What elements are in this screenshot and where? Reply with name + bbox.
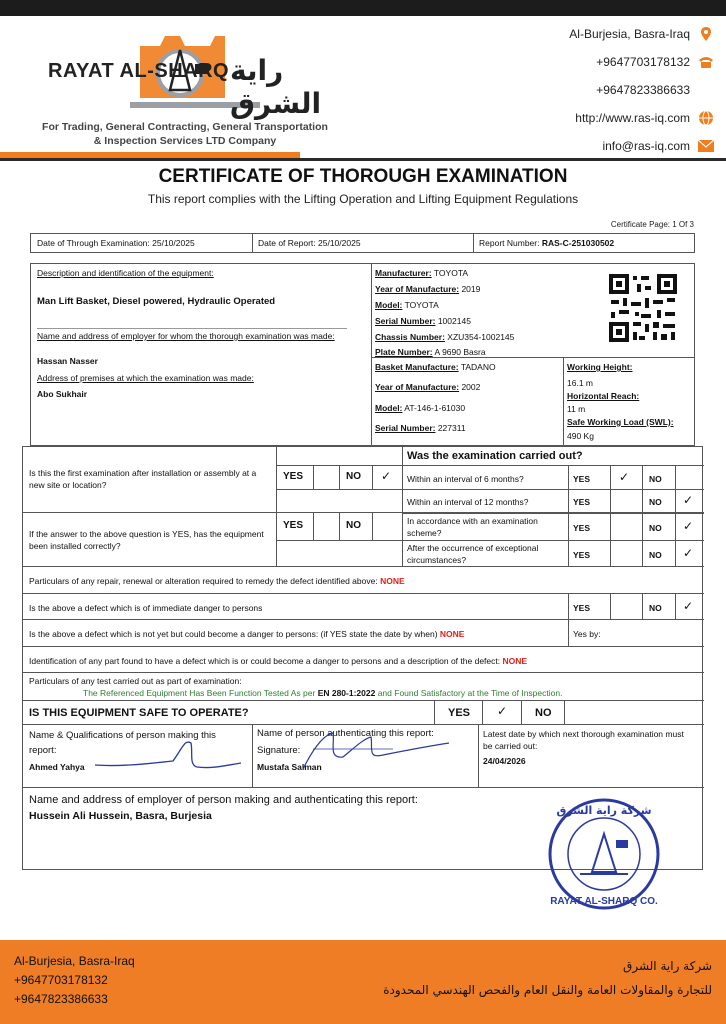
tests-value-std: EN 280-1:2022 — [317, 688, 376, 698]
basket-year-value: 2002 — [459, 382, 481, 392]
future-danger-value: NONE — [439, 629, 465, 639]
footer-arabic — [383, 954, 712, 1002]
footer — [0, 940, 726, 1024]
swl-label: Safe Working Load (SWL): — [567, 417, 674, 427]
interval12-yes: YES — [573, 497, 591, 507]
date-exam: Date of Through Examination: 25/10/2025 — [37, 238, 195, 248]
repair-label: Particulars of any repair, renewal or alteration required to remedy the defect identified above: — [29, 576, 381, 586]
divider — [521, 700, 522, 724]
exceptional-no: NO — [649, 550, 662, 560]
divider — [482, 700, 483, 724]
year-label: Year of Manufacture: — [375, 284, 460, 294]
divider — [568, 465, 569, 566]
installed-no-label: NO — [346, 520, 361, 531]
danger-yes: YES — [573, 603, 591, 613]
tests-value — [83, 687, 562, 699]
report-number-label: Report Number: — [479, 238, 542, 248]
divider — [610, 593, 611, 619]
email-icon — [698, 138, 714, 154]
safe-no: NO — [535, 707, 552, 719]
basket-manufacture — [375, 361, 496, 373]
model — [375, 299, 439, 311]
safe-yes-check: ✓ — [497, 704, 508, 718]
tests-value-post: and Found Satisfactory at the Time of Inspection. — [375, 688, 563, 698]
safe-yes: YES — [448, 707, 471, 719]
basket-year-label: Year of Manufacture: — [375, 382, 460, 392]
year-value: 2019 — [459, 284, 481, 294]
interval6-no: NO — [649, 474, 662, 484]
auth-label: Name of person authenticating this report: — [257, 728, 434, 739]
exceptional-label: After the occurrence of exceptional circumstances? — [407, 543, 539, 565]
part-defect-label: Identification of any part found to have a defect which is or could become a danger to persons and a description of the defect: — [29, 656, 503, 666]
q-first-exam: Is this the first examination after installation or assembly at a new site or location? — [29, 468, 257, 490]
first-no-label: NO — [346, 471, 361, 482]
logo-name-en: RAYAT AL-SHARQ — [48, 60, 230, 82]
date-report: Date of Report: 25/10/2025 — [258, 238, 361, 248]
plate-value: A 9690 Basra — [432, 347, 486, 357]
desc-value: Man Lift Basket, Diesel powered, Hydraulic Operated — [37, 296, 276, 307]
premises-value: Abo Sukhair — [37, 389, 88, 399]
interval6-yes: YES — [573, 474, 591, 484]
qr-code-icon — [607, 272, 679, 344]
scheme-label: In accordance with an examination scheme? — [407, 516, 538, 538]
website-link[interactable]: http://www.ras-iq.com — [575, 111, 690, 125]
divider — [276, 489, 402, 490]
basket-serial-label: Serial Number: — [375, 423, 436, 433]
serial-value: 1002145 — [435, 316, 471, 326]
plate — [375, 346, 486, 358]
divider — [23, 700, 704, 701]
equipment-block — [30, 263, 695, 446]
model-label: Model: — [375, 300, 403, 310]
chassis-value: XZU354-1002145 — [444, 332, 515, 342]
q-installed: If the answer to the above question is YES, has the equipment been installed correctly? — [29, 529, 264, 551]
qual-value: Ahmed Yahya — [29, 762, 85, 772]
safe-question: IS THIS EQUIPMENT SAFE TO OPERATE? — [29, 707, 249, 719]
reach-label: Horizontal Reach: — [567, 391, 640, 401]
chassis — [375, 331, 514, 343]
footer-phone1: +9647703178132 — [14, 973, 108, 987]
divider — [23, 619, 704, 620]
stamp-text-ar: شركة راية الشرق — [556, 804, 652, 817]
auth-value: Mustafa Salman — [257, 762, 322, 772]
divider — [642, 465, 643, 566]
divider — [313, 513, 314, 540]
future-danger-label: Is the above a defect which is not yet but could become a danger to persons: (if YES state the date by when) — [29, 629, 440, 639]
future-danger-row — [29, 628, 464, 640]
divider — [339, 513, 340, 540]
company-tagline — [20, 120, 350, 148]
scheme-no: NO — [649, 523, 662, 533]
divider — [372, 465, 373, 489]
employer-report-label: Name and address of employer of person making and authenticating this report: — [29, 794, 418, 806]
basket-serial — [375, 422, 466, 434]
contact-phone2 — [514, 76, 714, 104]
qual-label: Name & Qualifications of person making this report: — [29, 730, 216, 756]
divider — [675, 593, 676, 619]
tagline-line2: & Inspection Services LTD Company — [93, 135, 277, 147]
next-exam-value: 24/04/2026 — [483, 756, 526, 766]
swl-value: 490 Kg — [567, 431, 594, 441]
employer-value: Hassan Nasser — [37, 356, 98, 366]
danger-no-check: ✓ — [683, 599, 694, 613]
plate-label: Plate Number: — [375, 347, 433, 357]
exceptional-yes: YES — [573, 550, 591, 560]
basket-manu-value: TADANO — [458, 362, 496, 372]
footer-phone2: +9647823386633 — [14, 992, 108, 1006]
divider — [372, 513, 373, 540]
divider — [276, 465, 704, 466]
divider — [252, 234, 253, 252]
divider — [563, 357, 564, 445]
basket-manu-label: Basket Manufacture: — [375, 362, 459, 372]
part-defect-value: NONE — [502, 656, 528, 666]
basket-model-value: AT-146-1-61030 — [402, 403, 466, 413]
divider — [23, 787, 704, 788]
exceptional-no-check: ✓ — [683, 546, 694, 560]
scheme-no-check: ✓ — [683, 519, 694, 533]
signature-scribble-icon — [93, 737, 243, 777]
danger-no: NO — [649, 603, 662, 613]
spacer-icon — [698, 82, 714, 98]
footer-ar-line2: للتجارة والمقاولات العامة والنقل العام والفحص الهندسي المحدودة — [383, 983, 712, 997]
divider — [23, 646, 704, 647]
desc-label: Description and identification of the equipment: — [37, 268, 214, 278]
divider — [564, 700, 565, 724]
year — [375, 283, 480, 295]
divider — [371, 264, 372, 445]
interval12-label: Within an interval of 12 months? — [407, 497, 529, 507]
globe-icon — [698, 110, 714, 126]
top-bar — [0, 0, 726, 16]
logo-name-ar: راية الشرق — [230, 54, 322, 120]
divider — [402, 489, 704, 490]
divider — [37, 328, 347, 329]
divider — [23, 593, 704, 594]
certificate-title: CERTIFICATE OF THOROUGH EXAMINATION — [158, 166, 568, 187]
divider — [402, 513, 704, 514]
phone2-text: +9647823386633 — [596, 83, 690, 97]
divider — [276, 540, 402, 541]
location-pin-icon — [698, 26, 714, 42]
date-row — [30, 233, 695, 253]
contact-address — [514, 20, 714, 48]
tests-label: Particulars of any test carried out as part of examination: — [29, 676, 242, 686]
divider — [402, 540, 704, 541]
yes-by-label: Yes by: — [573, 629, 601, 639]
certificate-subtitle: This report complies with the Lifting Operation and Lifting Equipment Regulations — [147, 192, 579, 206]
phone-icon — [698, 54, 714, 70]
repair-row — [29, 575, 405, 587]
manufacturer — [375, 267, 468, 279]
address-text: Al-Burjesia, Basra-Iraq — [569, 27, 690, 41]
footer-ar-line1: شركة راية الشرق — [623, 959, 712, 973]
employer-report-value: Hussein Ali Hussein, Basra, Burjesia — [29, 810, 212, 822]
interval6-yes-check: ✓ — [619, 470, 630, 484]
footer-contact — [14, 952, 135, 1009]
danger-label: Is the above a defect which is of immediate danger to persons — [29, 603, 263, 613]
chassis-label: Chassis Number: — [375, 332, 445, 342]
contact-phone1 — [514, 48, 714, 76]
auth-signature-icon — [273, 729, 453, 773]
divider — [478, 724, 479, 787]
interval6-label: Within an interval of 6 months? — [407, 474, 524, 484]
basket-model-label: Model: — [375, 403, 403, 413]
tagline-line1: For Trading, General Contracting, General Transportation — [42, 121, 328, 133]
stamp-text-en: RAYAT AL-SHARQ CO. — [550, 896, 658, 907]
contact-website[interactable] — [514, 104, 714, 132]
divider — [675, 465, 676, 566]
divider — [23, 724, 704, 725]
first-no-check: ✓ — [381, 469, 392, 483]
next-exam-label: Latest date by which next thorough examination must be carried out: — [483, 729, 684, 751]
divider — [23, 566, 704, 567]
divider — [610, 465, 611, 566]
basket-year — [375, 381, 480, 393]
repair-value: NONE — [380, 576, 405, 586]
divider — [313, 465, 314, 489]
certificate-page-number: Certificate Page: 1 Of 3 — [610, 220, 694, 229]
divider — [568, 593, 569, 619]
serial-label: Serial Number: — [375, 316, 436, 326]
interval12-no: NO — [649, 497, 662, 507]
divider — [642, 593, 643, 619]
email-link[interactable]: info@ras-iq.com — [602, 139, 690, 153]
contact-block — [514, 20, 714, 160]
tests-value-pre: The Referenced Equipment Has Been Function Tested As per — [83, 688, 318, 698]
interval12-no-check: ✓ — [683, 493, 694, 507]
working-height-label: Working Height: — [567, 362, 633, 372]
premises-label: Address of premises at which the examination was made: — [37, 373, 254, 383]
report-number — [479, 237, 614, 249]
company-stamp-icon — [540, 796, 670, 914]
basket-serial-value: 227311 — [435, 423, 466, 433]
scheme-yes: YES — [573, 523, 591, 533]
model-value: TOYOTA — [402, 300, 439, 310]
divider — [568, 619, 569, 646]
divider — [434, 700, 435, 724]
employer-label: Name and address of employer for whom the thorough examination was made: — [37, 331, 335, 341]
carried-out-title: Was the examination carried out? — [407, 450, 583, 462]
working-height-value: 16.1 m — [567, 378, 593, 388]
divider — [473, 234, 474, 252]
footer-address: Al-Burjesia, Basra-Iraq — [14, 954, 135, 968]
company-logo — [20, 28, 350, 148]
report-number-value: RAS-C-251030502 — [541, 238, 615, 248]
installed-yes-label: YES — [283, 520, 304, 531]
phone1-text: +9647703178132 — [596, 55, 690, 69]
manufacturer-label: Manufacturer: — [375, 268, 432, 278]
signature-label: Signature: — [257, 745, 301, 756]
contact-email[interactable] — [514, 132, 714, 160]
serial — [375, 315, 471, 327]
first-yes-label: YES — [283, 471, 304, 482]
manufacturer-value: TOYOTA — [431, 268, 469, 278]
header-dark-rule — [0, 158, 726, 161]
divider — [252, 724, 253, 787]
divider — [339, 465, 340, 489]
divider — [23, 672, 704, 673]
basket-model — [375, 402, 465, 414]
reach-value: 11 m — [567, 404, 586, 414]
part-defect-row — [29, 655, 527, 667]
